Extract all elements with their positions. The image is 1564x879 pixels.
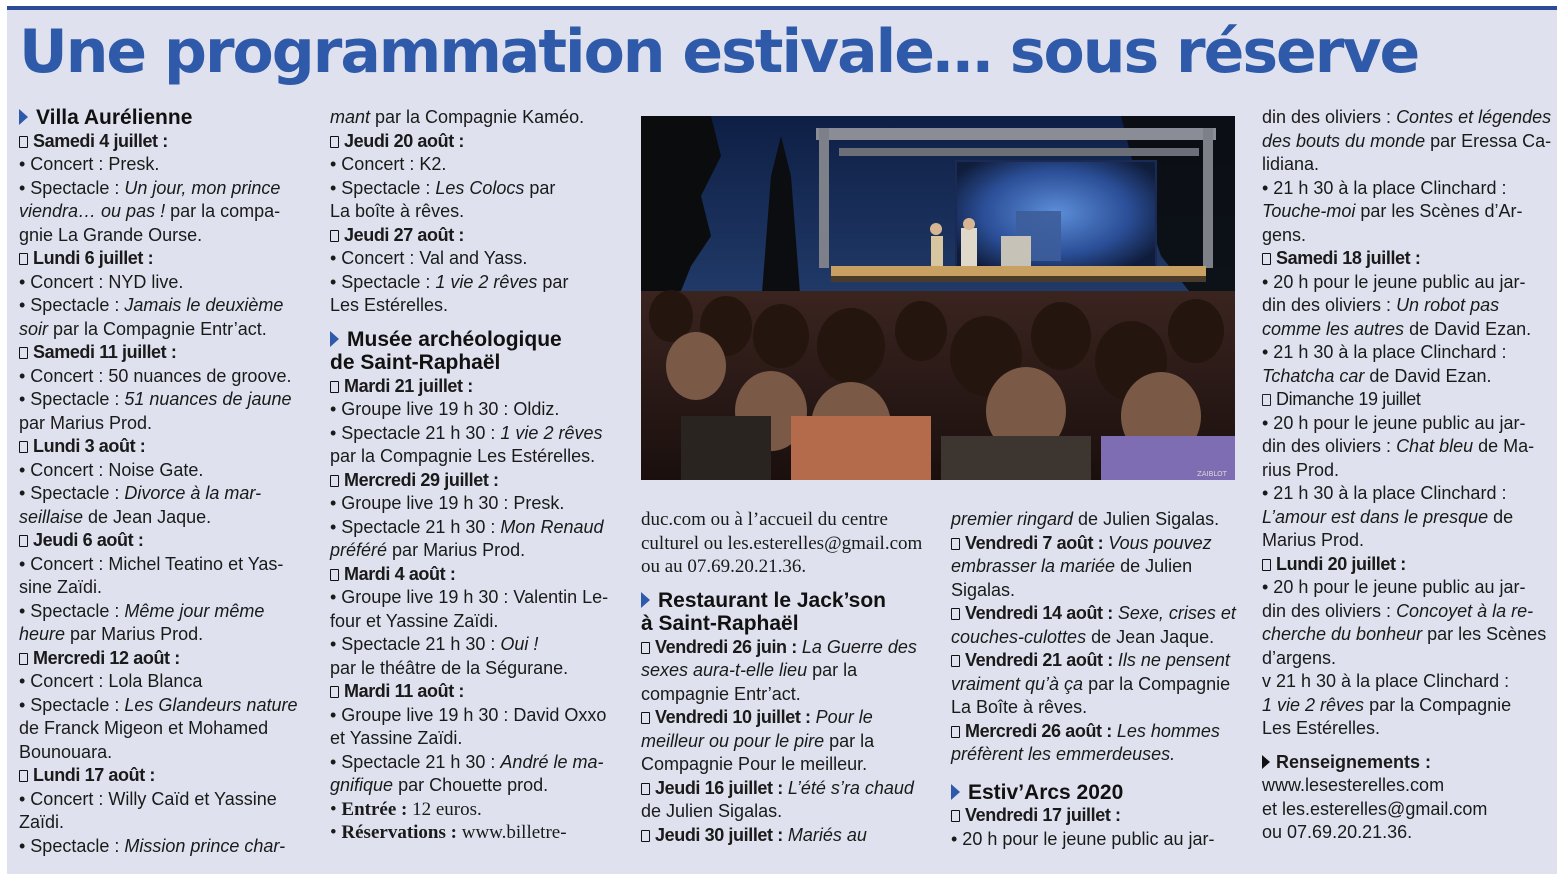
text-line: • 21 h 30 à la place Clinchard :: [1262, 483, 1507, 503]
text-line: • 21 h 30 à la place Clinchard :: [1262, 177, 1507, 198]
text-line: • Concert : K2.: [330, 154, 447, 174]
event-line: [641, 706, 935, 730]
text-line: gnifique par Chouette prod.: [330, 775, 549, 795]
date-label: Lundi 17 août :: [19, 765, 155, 785]
text-line: couches-culottes de Jean Jaque.: [951, 626, 1215, 647]
text-line: compagnie Entr’act.: [641, 683, 801, 704]
date-label: Lundi 20 juillet :: [1262, 554, 1406, 574]
text-line: Marius Prod.: [1262, 530, 1365, 550]
text-line: des bouts du monde par Eressa Ca-: [1262, 130, 1552, 151]
date-heading: [951, 804, 1247, 828]
text-line: • Spectacle : Les Glandeurs nature: [19, 694, 298, 715]
col3-lines-b: [641, 636, 935, 848]
text-line: par la Compagnie Les Estérelles.: [330, 446, 596, 466]
col1-lines: [19, 130, 299, 859]
text-line: • Concert : Noise Gate.: [19, 459, 204, 480]
date-label: Samedi 18 juillet :: [1262, 248, 1420, 268]
info-website[interactable]: www.lesesterelles.com: [1262, 775, 1445, 795]
text-line: par le théâtre de la Ségurane.: [330, 657, 569, 678]
text-line: d’argens.: [1262, 647, 1337, 668]
date-heading: [330, 224, 622, 248]
text-line: duc.com ou à l’accueil du centre: [641, 509, 888, 530]
date-label: Lundi 6 juillet :: [19, 248, 153, 268]
date-heading: [19, 764, 299, 788]
text-line: premier ringard de Julien Sigalas.: [951, 509, 1220, 529]
text-line: • Concert : Presk.: [19, 154, 160, 174]
date-label: Samedi 11 juillet :: [19, 342, 176, 362]
column-1: [19, 106, 299, 858]
date-label: Dimanche 19 juillet: [1262, 389, 1420, 409]
date-heading: [1262, 553, 1550, 577]
event-title: Ils ne pensent: [1117, 650, 1230, 670]
section-villa-aurelienne: Villa Aurélienne: [19, 106, 299, 130]
text-line: • 20 h pour le jeune public au jar-: [1262, 271, 1526, 292]
date-label: Samedi 4 juillet :: [19, 131, 168, 151]
text-line: din des oliviers : Un robot pas: [1262, 295, 1500, 315]
text-line: • Entrée : 12 euros.: [330, 798, 482, 820]
date-heading: [330, 375, 622, 399]
date-heading: [330, 680, 622, 704]
date-label: Jeudi 27 août :: [330, 225, 464, 245]
text-line: Les Estérelles.: [1262, 718, 1381, 738]
event-line: [951, 720, 1247, 744]
text-line: • Spectacle 21 h 30 : Mon Renaud: [330, 516, 604, 537]
text-line: Sigalas.: [951, 579, 1016, 600]
text-line: L’amour est dans le presque de: [1262, 506, 1514, 527]
date-heading: [1262, 247, 1550, 271]
date-label: Lundi 3 août :: [19, 436, 145, 456]
text-line: • Concert : Willy Caïd et Yassine: [19, 788, 277, 809]
date-heading: [19, 247, 299, 271]
text-line: sexes aura-t-elle lieu par la: [641, 660, 858, 680]
text-line: • Concert : Val and Yass.: [330, 248, 528, 268]
date-heading: [19, 130, 299, 154]
text-line: heure par Marius Prod.: [19, 624, 204, 644]
text-line: • Spectacle 21 h 30 : 1 vie 2 rêves: [330, 422, 603, 443]
text-line: din des oliviers : Chat bleu de Ma-: [1262, 436, 1535, 456]
date-label: Mardi 11 août :: [330, 681, 464, 701]
text-line: • Groupe live 19 h 30 : Oldiz.: [330, 399, 560, 419]
text-line: La Boîte à rêves.: [951, 697, 1088, 717]
text-line: de Franck Migeon et Mohamed: [19, 718, 269, 738]
text-line: • Spectacle : Un jour, mon prince: [19, 177, 281, 198]
section-triangle-icon: [330, 331, 339, 347]
event-title: Les hommes: [1116, 720, 1220, 741]
text-line: four et Yassine Zaïdi.: [330, 610, 499, 631]
event-title: Mariés au: [787, 824, 867, 845]
text-line: sine Zaïdi.: [19, 577, 103, 597]
info-title: Renseignements :: [1262, 751, 1550, 775]
text-line: Bounouara.: [19, 741, 113, 762]
text-line: Compagnie Pour le meilleur.: [641, 754, 868, 774]
section-triangle-icon: [641, 592, 650, 608]
event-line: [641, 636, 935, 660]
text-line: • Réservations : www.billetre-: [330, 822, 567, 843]
date-label: Jeudi 16 juillet :: [641, 778, 783, 798]
text-line: • Concert : NYD live.: [19, 271, 184, 292]
text-line: meilleur ou pour le pire par la: [641, 730, 875, 751]
text-line: mant par la Compagnie Kaméo.: [330, 107, 585, 127]
text-line: vraiment qu’à ça par la Compagnie: [951, 673, 1231, 694]
event-title: Pour le: [815, 707, 873, 727]
date-label: Jeudi 20 août :: [330, 131, 464, 151]
event-line: [641, 777, 935, 801]
text-line: lidiana.: [1262, 154, 1320, 174]
date-heading: [19, 435, 299, 459]
col2-lines-b: [330, 375, 622, 845]
text-line: comme les autres de David Ezan.: [1262, 318, 1532, 339]
event-title: Sexe, crises et: [1117, 603, 1236, 623]
headline: Une programmation estivale… sous réserve: [19, 17, 1419, 87]
event-line: [951, 649, 1247, 673]
text-line: din des oliviers : Contes et légendes: [1262, 107, 1552, 127]
text-line: Zaïdi.: [19, 812, 65, 832]
text-line: culturel ou les.esterelles@gmail.com: [641, 532, 923, 554]
text-line: soir par la Compagnie Entr’act.: [19, 318, 267, 339]
text-line: • Concert : Lola Blanca: [19, 671, 203, 691]
date-label: Jeudi 6 août :: [19, 530, 143, 550]
text-line: cherche du bonheur par les Scènes: [1262, 624, 1547, 644]
col2-lines-a: [330, 106, 622, 318]
text-line: • Spectacle : 51 nuances de jaune: [19, 389, 292, 409]
event-title: La Guerre des: [801, 636, 917, 657]
text-line: ou au 07.69.20.21.36.: [641, 556, 807, 577]
date-label: Vendredi 10 juillet :: [641, 707, 811, 727]
date-label: Vendredi 17 juillet :: [951, 805, 1121, 825]
date-heading: [330, 469, 622, 493]
text-line: 1 vie 2 rêves par la Compagnie: [1262, 694, 1512, 715]
text-line: • Spectacle : Même jour même: [19, 600, 265, 621]
info-email[interactable]: et les.esterelles@gmail.com: [1262, 798, 1488, 819]
text-line: par Marius Prod.: [19, 412, 153, 433]
section-triangle-icon: [951, 784, 960, 800]
date-heading: [19, 529, 299, 553]
section-musee-archeologique: Musée archéologique: [330, 328, 622, 352]
text-line: • Spectacle 21 h 30 : André le ma-: [330, 751, 604, 772]
event-line: [951, 532, 1247, 556]
column-3: [641, 508, 935, 847]
section-estivarcs: Estiv’Arcs 2020: [951, 781, 1247, 805]
text-line: • Spectacle : Les Colocs par: [330, 177, 556, 198]
date-heading: [19, 647, 299, 671]
date-heading: [1262, 388, 1550, 412]
text-line: viendra… ou pas ! par la compa-: [19, 201, 281, 221]
text-line: embrasser la mariée de Julien: [951, 556, 1193, 576]
text-line: din des oliviers : Concoyet à la re-: [1262, 600, 1534, 621]
event-title: Vous pouvez: [1108, 532, 1212, 553]
date-label: Mardi 21 juillet :: [330, 376, 473, 396]
text-line: • 20 h pour le jeune public au jar-: [1262, 577, 1526, 597]
text-line: seillaise de Jean Jaque.: [19, 506, 212, 527]
event-title: L’été s’ra chaud: [787, 777, 914, 798]
info-arrow-icon: [1262, 752, 1276, 772]
date-label: Vendredi 21 août :: [951, 650, 1113, 670]
date-label: Vendredi 7 août :: [951, 533, 1103, 553]
section-triangle-icon: [19, 109, 28, 125]
section-restaurant-jackson: Restaurant le Jack’son: [641, 589, 935, 613]
text-line: • Spectacle : Divorce à la mar-: [19, 483, 262, 503]
column-5: [1262, 106, 1550, 845]
col4-lines-b: [951, 804, 1247, 851]
text-line: et Yassine Zaïdi.: [330, 728, 463, 748]
date-label: Mercredi 12 août :: [19, 648, 180, 668]
column-2: [330, 106, 622, 845]
col4-lines-a: [951, 508, 1247, 767]
text-line: • 21 h 30 à la place Clinchard :: [1262, 342, 1507, 362]
stage-photo: [641, 116, 1235, 480]
text-line: préféré par Marius Prod.: [330, 540, 526, 560]
date-label: Jeudi 30 juillet :: [641, 825, 783, 845]
date-heading: [330, 563, 622, 587]
text-line: • Concert : 50 nuances de groove.: [19, 365, 292, 386]
text-line: de Julien Sigalas.: [641, 801, 783, 821]
text-line: v 21 h 30 à la place Clinchard :: [1262, 671, 1510, 691]
date-heading: [19, 341, 299, 365]
text-line: • Groupe live 19 h 30 : David Oxxo: [330, 704, 607, 725]
date-label: Mercredi 29 juillet :: [330, 470, 499, 490]
stage-photo-image: [641, 116, 1235, 480]
text-line: • 20 h pour le jeune public au jar-: [1262, 412, 1526, 433]
text-line: rius Prod.: [1262, 459, 1340, 480]
text-line: • Groupe live 19 h 30 : Valentin Le-: [330, 587, 609, 607]
section-restaurant-jackson-line2: à Saint-Raphaël: [641, 612, 799, 635]
text-line: • 20 h pour le jeune public au jar-: [951, 828, 1215, 849]
text-line: • Spectacle : Jamais le deuxième: [19, 295, 284, 315]
text-line: La boîte à rêves.: [330, 201, 465, 221]
text-line: gnie La Grande Ourse.: [19, 224, 203, 245]
text-line: Les Estérelles.: [330, 295, 449, 315]
text-line: • Groupe live 19 h 30 : Presk.: [330, 493, 565, 513]
col3-lines-a: [641, 508, 935, 579]
newspaper-page: [7, 6, 1557, 874]
col5-lines: [1262, 106, 1550, 741]
text-line: • Spectacle 21 h 30 : Oui !: [330, 634, 539, 654]
text-line: • Spectacle : 1 vie 2 rêves par: [330, 271, 569, 292]
date-heading: [330, 130, 622, 154]
text-line: préfèrent les emmerdeuses.: [951, 744, 1176, 764]
event-line: [951, 602, 1247, 626]
text-line: gens.: [1262, 224, 1307, 245]
section-musee-archeologique-line2: de Saint-Raphaël: [330, 351, 501, 374]
date-label: Vendredi 26 juin :: [641, 637, 797, 657]
date-label: Vendredi 14 août :: [951, 603, 1113, 623]
text-line: • Concert : Michel Teatino et Yas-: [19, 553, 284, 574]
photo-credit: ZAIBLOT: [1197, 470, 1227, 478]
info-phone[interactable]: ou 07.69.20.21.36.: [1262, 822, 1413, 842]
text-line: Tchatcha car de David Ezan.: [1262, 365, 1492, 386]
column-4: [951, 508, 1247, 851]
text-line: Touche-moi par les Scènes d’Ar-: [1262, 201, 1523, 221]
event-line: [641, 824, 935, 848]
date-label: Mardi 4 août :: [330, 564, 455, 584]
date-label: Mercredi 26 août :: [951, 721, 1112, 741]
text-line: • Spectacle : Mission prince char-: [19, 835, 286, 856]
